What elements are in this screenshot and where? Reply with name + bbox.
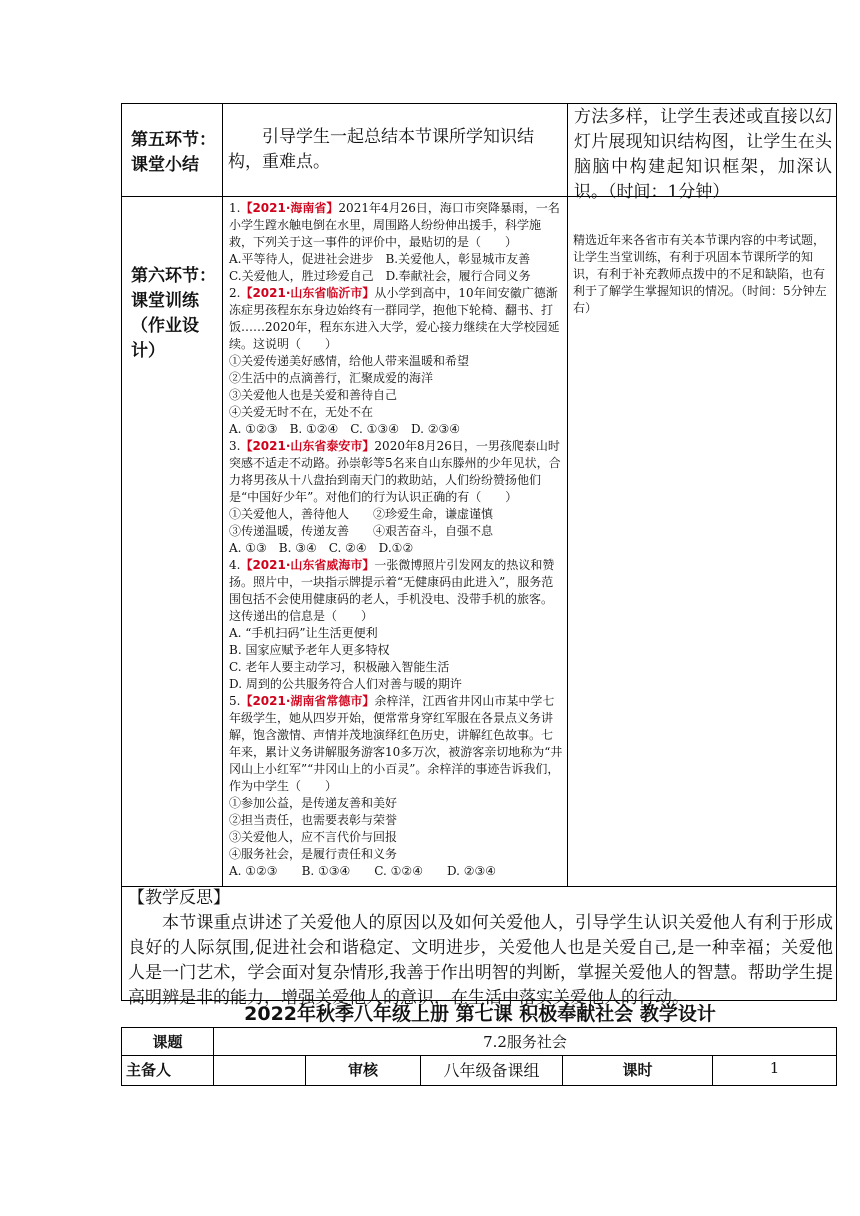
option-line: A. ①③ B. ③④ C. ②④ D.①②: [229, 541, 414, 555]
summary-activity: 引导学生一起总结本节课所学知识结构，重难点。: [228, 127, 534, 172]
question-source: 【2021·海南省】: [240, 201, 339, 215]
option-line: C. 老年人要主动学习，积极融入智能生活: [229, 660, 450, 674]
topic-label: 课题: [152, 1033, 183, 1051]
option-line: D. 周到的公共服务符合人们对善与暖的期许: [229, 677, 462, 691]
question-stem: 余梓洋，江西省井冈山市某中学七年级学生，她从四岁开始，便常常身穿红军服在各景点义务讲解，饱含激情、声情并茂地演绎红色历史，讲解红色故事。七年来，累计义务讲解服务游客10多万次，被游客亲切地称为“井冈山上小红军”“井冈山上的小百灵”。余梓洋的事迹告诉我们，作为中学生（ ）: [229, 694, 563, 793]
option-line: B. 国家应赋予老年人更多特权: [229, 643, 390, 657]
topic-value: 7.2服务社会: [483, 1033, 567, 1051]
option-line: ④服务社会，是履行责任和义务: [229, 847, 398, 861]
question-3: [229, 438, 563, 557]
option-line: C.关爱他人，胜过珍爱自己 D.奉献社会，履行合同义务: [229, 269, 531, 283]
preparer-label: 主备人: [126, 1061, 172, 1079]
next-doc-title: 2022年秋季八年级上册 第七课 积极奉献社会 教学设计: [244, 1003, 716, 1025]
option-line: ④关爱无时不在，无处不在: [229, 405, 374, 419]
question-5: [229, 693, 563, 880]
question-source: 【2021·湖南省常德市】: [240, 694, 375, 708]
question-1: [229, 200, 563, 285]
question-stem: 2020年8月26日，一男孩爬泰山时突感不适走不动路。孙崇彰等5名来自山东滕州的少年见状，合力将男孩从十八盘抬到南天门的救助站，人们纷纷赞扬他们是“中国好少年”。对他们的行为认识正确的有（ ）: [229, 439, 561, 504]
option-line: A. “手机扫码”让生活更便利: [229, 626, 378, 640]
question-stem: 一张微博照片引发网友的热议和赞扬。照片中，一块指示牌提示着“无健康码由此进入”，服务范围包括不会使用健康码的老人，手机没电、没带手机的旅客。这传递出的信息是（ ）: [229, 558, 555, 623]
question-number: 4.: [229, 558, 241, 572]
question-stem: 从小学到高中，10年间安徽广德渐冻症男孩程东东身边始终有一群同学，抱他下轮椅、翻书、打饭……2020年，程东东进入大学，爱心接力继续在大学校园延续。这说明（ ）: [229, 286, 560, 351]
stage-summary-label: 第五环节：课堂小结: [131, 130, 216, 175]
option-line: ③传递温暖，传递友善 ④艰苦奋斗，自强不息: [229, 524, 494, 538]
training-intent: 精选近年来各省市有关本节课内容的中考试题，让学生当堂训练，有利于巩固本节课所学的知识，有利于补充教师点拨中的不足和缺陷，也有利于了解学生掌握知识的情况。（时间：5分钟左右）: [573, 233, 827, 315]
option-line: A.平等待人，促进社会进步 B.关爱他人，彰显城市友善: [229, 252, 531, 266]
option-line: A. ①②③ B. ①③④ C. ①②④ D. ②③④: [229, 864, 497, 878]
option-line: ③关爱他人也是关爱和善待自己: [229, 388, 398, 402]
question-stem: 2021年4月26日，海口市突降暴雨，一名小学生蹚水触电倒在水里，周围路人纷纷伸出援手，科学施救，下列关于这一事件的评价中，最贴切的是（ ）: [229, 201, 560, 249]
exercise-list: [229, 200, 563, 880]
option-line: ②生活中的点滴善行，汇聚成爱的海洋: [229, 371, 434, 385]
hours-value: 1: [769, 1059, 780, 1077]
summary-intent: 方法多样，让学生表述或直接以幻灯片展现知识结构图，让学生在头脑脑中构建起知识框架，加深认识。（时间：1分钟）: [574, 107, 832, 202]
option-line: ①参加公益，是传递友善和美好: [229, 796, 398, 810]
option-line: ③关爱他人，应不言代价与回报: [229, 830, 398, 844]
option-line: A. ①②③ B. ①②④ C. ①③④ D. ②③④: [229, 422, 461, 436]
question-source: 【2021·山东省威海市】: [240, 558, 375, 572]
reflection-body: 本节课重点讲述了关爱他人的原因以及如何关爱他人，引导学生认识关爱他人有利于形成良好的人际氛围,促进社会和谐稳定、文明进步，关爱他人也是关爱自己,是一种幸福；关爱他人是一门艺术，学会面对复杂情形,我善于作出明智的判断，掌握关爱他人的智慧。帮助学生提高明辨是非的能力，增强关爱他人的意识，在生活中落实关爱他人的行动。: [128, 913, 833, 1008]
option-line: ①关爱他人，善待他人 ②珍爱生命，谦虚谨慎: [229, 507, 494, 521]
question-4: [229, 557, 563, 693]
question-source: 【2021·山东省临沂市】: [240, 286, 375, 300]
reviewer-value: 八年级备课组: [443, 1061, 540, 1080]
reflection-block: [128, 886, 833, 1011]
question-number: 1.: [229, 201, 241, 215]
question-source: 【2021·山东省泰安市】: [240, 439, 375, 453]
stage-training-label: 第六环节：课堂训练（作业设计）: [131, 266, 216, 361]
question-2: [229, 285, 563, 438]
hours-label: 课时: [622, 1061, 653, 1079]
question-number: 5.: [229, 694, 241, 708]
question-number: 2.: [229, 286, 241, 300]
option-line: ②担当责任，也需要表彰与荣誉: [229, 813, 398, 827]
reflection-title: 【教学反思】: [128, 888, 230, 908]
option-line: ①关爱传递美好感情，给他人带来温暖和希望: [229, 354, 470, 368]
question-number: 3.: [229, 439, 241, 453]
reviewer-label: 审核: [347, 1061, 378, 1079]
